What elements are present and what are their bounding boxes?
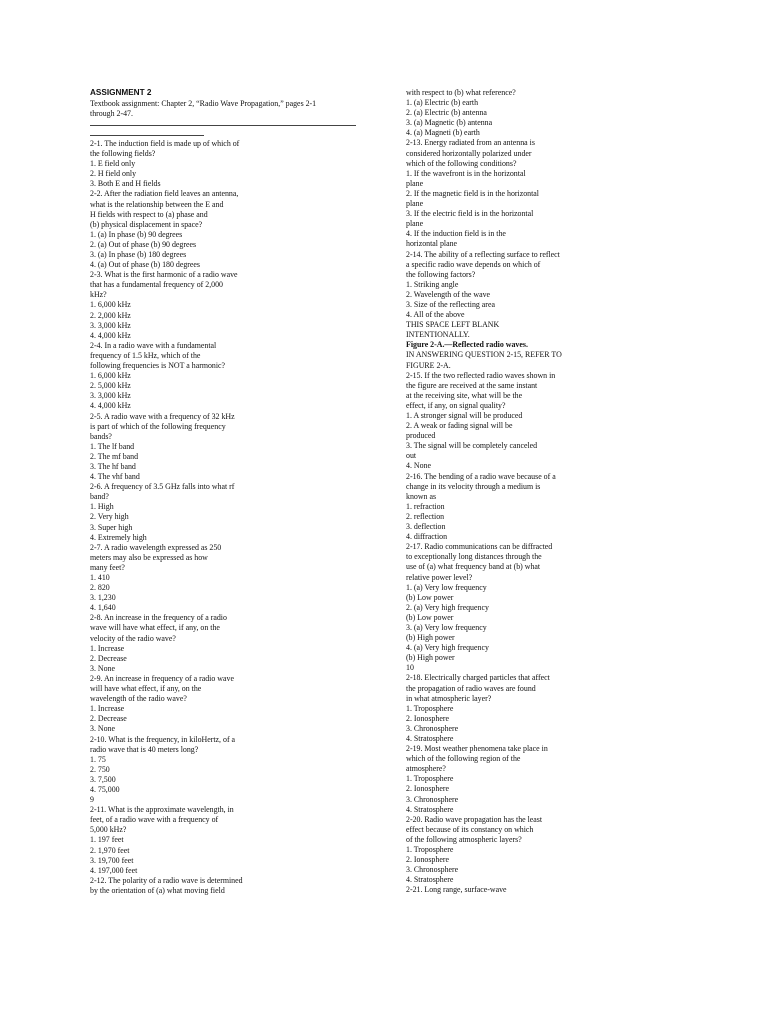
text-line: 4. 197,000 feet — [90, 865, 138, 875]
text-line: 4. 4,000 kHz — [90, 330, 131, 340]
text-line: 4. 75,000 — [90, 784, 120, 794]
text-line: 2-20. Radio wave propagation has the least — [406, 814, 543, 824]
text-line: 1. 410 — [90, 573, 110, 582]
intro-block — [90, 99, 362, 119]
text-line: 1. If the wavefront is in the horizontal — [406, 168, 526, 178]
text-line: by the orientation of (a) what moving field — [90, 885, 225, 895]
text-line: bands? — [90, 431, 112, 441]
text-line: 3. Size of the reflecting area — [406, 299, 495, 309]
text-line: 3. (a) In phase (b) 180 degrees — [90, 250, 187, 259]
assignment-heading: ASSIGNMENT 2 — [90, 88, 152, 97]
text-line: 3. Super high — [90, 522, 133, 532]
text-line: 2. The mf band — [90, 451, 139, 461]
text-line: which of the following region of the — [406, 754, 521, 764]
text-line: 2-15. If the two reflected radio waves shown in — [406, 370, 556, 380]
text-line: wave will have what effect, if any, on the — [90, 623, 220, 633]
text-line: 2. (a) Out of phase (b) 90 degrees — [90, 239, 197, 249]
text-line: many feet? — [90, 562, 125, 572]
text-line: 3. 3,000 kHz — [90, 391, 131, 401]
text-line: feet, of a radio wave with a frequency of — [90, 815, 219, 825]
text-line: 3. None — [90, 724, 115, 734]
text-line: 2. Ionosphere — [406, 713, 449, 723]
text-line: 2. reflection — [406, 511, 445, 521]
text-line: 2-10. What is the frequency, in kiloHertz, of a — [90, 734, 236, 744]
text-line: FIGURE 2-A. — [406, 360, 451, 370]
text-line: 1. 197 feet — [90, 835, 124, 845]
text-line: 2-12. The polarity of a radio wave is determined — [90, 875, 243, 885]
text-line: a specific radio wave depends on which of — [406, 259, 541, 269]
questions-block-left — [90, 139, 362, 896]
text-line: 2. 1,970 feet — [90, 845, 130, 855]
text-line: what is the relationship between the E and — [90, 199, 224, 209]
text-line: 2-9. An increase in frequency of a radio wave — [90, 673, 234, 683]
text-line: 3. None — [90, 663, 115, 673]
left-column — [90, 88, 362, 896]
text-line: which of the following conditions? — [406, 158, 517, 168]
text-line: in what atmospheric layer? — [406, 693, 492, 703]
text-line: 4. Stratosphere — [406, 734, 454, 743]
separator-rule — [90, 119, 362, 129]
text-line: 2. (a) Very high frequency — [406, 602, 489, 612]
text-line: (b) High power — [406, 653, 455, 663]
text-line: 3. If the electric field is in the horizontal — [406, 209, 534, 219]
text-line: following frequencies is NOT a harmonic? — [90, 361, 226, 371]
text-line: 1. (a) In phase (b) 90 degrees — [90, 229, 183, 239]
text-line: the figure are received at the same instant — [406, 380, 538, 390]
text-line: 2-8. An increase in the frequency of a radio — [90, 613, 227, 623]
text-line: with respect to (b) what reference? — [406, 88, 516, 97]
text-line: 2-7. A radio wavelength expressed as 250 — [90, 542, 222, 552]
text-line: effect because of its constancy on which — [406, 824, 534, 834]
text-line: 2-11. What is the approximate wavelength, in — [90, 805, 234, 815]
text-line: 3. deflection — [406, 522, 446, 532]
text-line: 1. A stronger signal will be produced — [406, 411, 523, 420]
text-line: Textbook assignment: Chapter 2, “Radio Wave Propagation,” pages 2-1 — [90, 98, 317, 108]
text-line: 4. Stratosphere — [406, 875, 454, 885]
text-line: radio wave that is 40 meters long? — [90, 744, 199, 754]
text-line: 2. 5,000 kHz — [90, 381, 131, 391]
text-line: horizontal plane — [406, 239, 458, 249]
text-line: 2. Ionosphere — [406, 855, 449, 865]
text-line: 1. E field only — [90, 159, 136, 169]
text-line: meters may also be expressed as how — [90, 552, 208, 562]
text-line: 2-13. Energy radiated from an antenna is — [406, 138, 535, 148]
text-line: 1. 6,000 kHz — [90, 300, 131, 310]
text-line: of the following atmospheric layers? — [406, 834, 522, 844]
text-line: 4. None — [406, 461, 431, 471]
text-line: 1. Troposphere — [406, 703, 454, 713]
text-line: 1. Troposphere — [406, 845, 454, 855]
text-line: 1. Increase — [90, 704, 125, 714]
text-line: plane — [406, 219, 424, 229]
text-line: 3. 19,700 feet — [90, 855, 134, 865]
text-line: 1. High — [90, 502, 114, 512]
text-line: 2. Decrease — [90, 653, 127, 663]
text-line: 4. All of the above — [406, 310, 465, 320]
figure-caption: Figure 2-A.—Reflected radio waves. — [406, 340, 528, 350]
text-line: H fields with respect to (a) phase and — [90, 209, 208, 219]
text-line: produced — [406, 431, 436, 441]
text-line: 4. Extremely high — [90, 532, 147, 542]
text-line: 4. diffraction — [406, 532, 448, 542]
text-line: 2. 750 — [90, 764, 110, 774]
text-line: 2. Decrease — [90, 714, 127, 724]
text-line: 2. A weak or fading signal will be — [406, 421, 513, 431]
text-line: 9 — [90, 795, 94, 805]
text-line: 2-17. Radio communications can be diffracted — [406, 542, 553, 552]
text-line: wavelength of the radio wave? — [90, 694, 187, 704]
text-line: out — [406, 451, 417, 461]
text-line: 3. (a) Very low frequency — [406, 622, 487, 632]
text-line: 3. 3,000 kHz — [90, 320, 131, 330]
text-line: 3. Chronosphere — [406, 723, 459, 733]
text-line: 3. (a) Magnetic (b) antenna — [406, 118, 493, 128]
text-line: the following fields? — [90, 149, 156, 159]
text-line: 3. The signal will be completely canceled — [406, 441, 538, 451]
text-line: 1. (a) Electric (b) earth — [406, 98, 479, 108]
text-line: is part of which of the following frequency — [90, 421, 226, 431]
text-line: 1. Troposphere — [406, 774, 454, 784]
text-line: (b) Low power — [406, 592, 454, 602]
text-line: 2-19. Most weather phenomena take place in — [406, 744, 548, 754]
text-line: effect, if any, on signal quality? — [406, 400, 506, 410]
text-line: 4. Stratosphere — [406, 804, 454, 814]
text-line: velocity of the radio wave? — [90, 633, 176, 643]
text-line: 1. (a) Very low frequency — [406, 582, 487, 592]
text-line: 2-3. What is the first harmonic of a radio wave — [90, 270, 238, 280]
text-line: (b) physical displacement in space? — [90, 219, 203, 229]
text-line: 2-18. Electrically charged particles that affect — [406, 673, 550, 683]
text-line: to exceptionally long distances through the — [406, 552, 542, 562]
text-line: 1. 6,000 kHz — [90, 371, 131, 381]
text-line: that has a fundamental frequency of 2,000 — [90, 280, 223, 290]
text-line: frequency of 1.5 kHz, which of the — [90, 350, 201, 360]
text-line: 3. 1,230 — [90, 593, 116, 603]
text-line: through 2-47. — [90, 108, 133, 118]
right-column — [406, 88, 686, 896]
text-line: 3. Both E and H fields — [90, 179, 161, 189]
text-line: 2-1. The induction field is made up of which of — [90, 138, 240, 148]
text-line: 2. 2,000 kHz — [90, 310, 131, 320]
text-line: 2. Wavelength of the wave — [406, 289, 491, 299]
text-line: 10 — [406, 663, 414, 673]
text-line: 4. 1,640 — [90, 603, 116, 613]
text-line: 4. (a) Magneti (b) earth — [406, 128, 480, 138]
text-line: 2-21. Long range, surface-wave — [406, 885, 507, 895]
text-line: 2. 820 — [90, 583, 110, 593]
text-line: INTENTIONALLY. — [406, 330, 470, 340]
text-line: 2-16. The bending of a radio wave because of a — [406, 471, 556, 481]
questions-block-right-a — [406, 88, 686, 340]
text-line: plane — [406, 199, 424, 209]
text-line: 2-2. After the radiation field leaves an antenna, — [90, 189, 239, 199]
text-line: (b) Low power — [406, 612, 454, 622]
text-line: kHz? — [90, 290, 107, 300]
text-line: 1. Striking angle — [406, 279, 459, 289]
text-line: plane — [406, 178, 424, 188]
text-line: at the receiving site, what will be the — [406, 390, 523, 400]
text-line: atmosphere? — [406, 764, 446, 774]
text-line: relative power level? — [406, 572, 473, 582]
text-line: 1. 75 — [90, 754, 106, 764]
text-line: 4. 4,000 kHz — [90, 401, 131, 411]
text-line: 2-4. In a radio wave with a fundamental — [90, 340, 217, 350]
text-line: change in its velocity through a medium is — [406, 481, 541, 491]
text-line: use of (a) what frequency band at (b) what — [406, 562, 541, 572]
text-line: IN ANSWERING QUESTION 2-15, REFER TO — [406, 350, 562, 360]
text-line: considered horizontally polarized under — [406, 148, 532, 158]
text-line: 4. If the induction field is in the — [406, 229, 506, 239]
text-line: 4. (a) Very high frequency — [406, 643, 489, 653]
text-line: 2-5. A radio wave with a frequency of 32 kHz — [90, 411, 235, 421]
text-line: 2. Very high — [90, 512, 129, 522]
text-line: 1. The lf band — [90, 441, 135, 451]
text-line: 4. (a) Out of phase (b) 180 degrees — [90, 260, 200, 270]
text-line: 3. The hf band — [90, 461, 136, 471]
text-line: will have what effect, if any, on the — [90, 684, 202, 694]
text-line: known as — [406, 491, 437, 501]
text-line: 1. Increase — [90, 643, 125, 653]
text-line: 2. Ionosphere — [406, 784, 449, 794]
text-line: 1. refraction — [406, 501, 445, 511]
text-line: 3. Chronosphere — [406, 794, 459, 804]
text-line: 2. (a) Electric (b) antenna — [406, 108, 487, 118]
separator-rule-short — [90, 129, 362, 139]
text-line: 2. If the magnetic field is in the horizontal — [406, 188, 540, 198]
text-line: 3. 7,500 — [90, 774, 116, 784]
text-line: 2-14. The ability of a reflecting surface to reflect — [406, 249, 560, 259]
text-line: (b) High power — [406, 633, 455, 643]
text-line: THIS SPACE LEFT BLANK — [406, 320, 500, 330]
text-line: 2-6. A frequency of 3.5 GHz falls into what rf — [90, 482, 235, 492]
text-line: 3. Chronosphere — [406, 865, 459, 875]
questions-block-right-b — [406, 350, 686, 895]
text-line: the following factors? — [406, 269, 476, 279]
text-line: 5,000 kHz? — [90, 825, 127, 835]
text-line: 4. The vhf band — [90, 472, 140, 482]
text-line: band? — [90, 492, 109, 502]
text-line: the propagation of radio waves are found — [406, 683, 536, 693]
text-line: 2. H field only — [90, 169, 137, 179]
